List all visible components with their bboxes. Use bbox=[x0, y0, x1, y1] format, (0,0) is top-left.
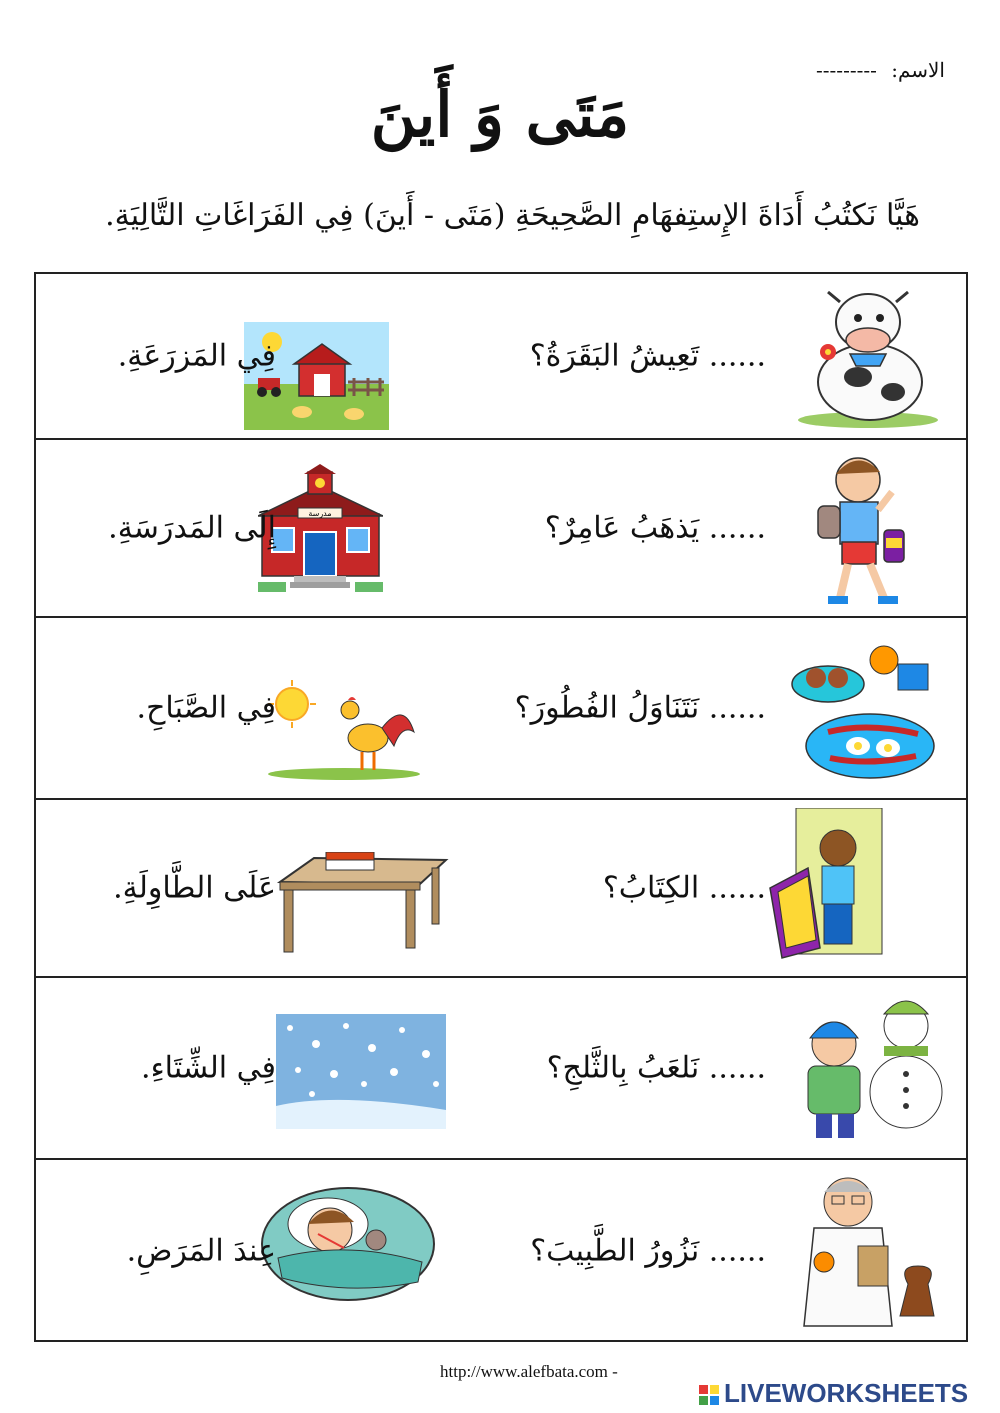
snowman-icon bbox=[788, 988, 948, 1148]
footer-separator: - bbox=[607, 1362, 618, 1381]
liveworksheets-logo-icon bbox=[698, 1384, 720, 1406]
boy-icon bbox=[788, 448, 948, 613]
question-text: ...... يَذهَبُ عَامِرٌ؟ bbox=[544, 510, 766, 546]
footer-link[interactable]: http://www.alefbata.com bbox=[440, 1362, 608, 1381]
answer-text: عَلَى الطَّاوِلَةِ. bbox=[113, 870, 276, 906]
doctor-icon bbox=[788, 1166, 948, 1331]
answer-text: إِلَى المَدرَسَةِ. bbox=[108, 510, 276, 546]
answer-text: عِندَ المَرَضِ. bbox=[126, 1233, 276, 1269]
answer-text: فِي المَزرَعَةِ. bbox=[117, 338, 276, 374]
exercise-row-5 bbox=[36, 978, 966, 1160]
school-icon bbox=[258, 464, 408, 594]
table-book-icon bbox=[274, 852, 424, 957]
question-text: ...... نَتَنَاوَلُ الفُطُورَ؟ bbox=[514, 690, 766, 726]
exercise-row-1 bbox=[36, 274, 966, 440]
name-label: الاسم: bbox=[891, 58, 945, 82]
answer-text: فِي الصَّبَاحِ. bbox=[136, 690, 276, 726]
exercise-row-4 bbox=[36, 800, 966, 978]
rooster-sun-icon bbox=[264, 680, 414, 780]
question-text: ...... نَلعَبُ بِالثَّلجِ؟ bbox=[546, 1050, 766, 1086]
question-text: ...... نَزُورُ الطَّبِيبَ؟ bbox=[530, 1233, 766, 1269]
name-blank: --------- bbox=[816, 58, 877, 82]
footer-url[interactable] bbox=[440, 1362, 720, 1382]
answer-text: فِي الشِّتَاءِ. bbox=[141, 1050, 276, 1086]
exercise-row-3 bbox=[36, 618, 966, 800]
school-sign: مدرسة bbox=[308, 509, 332, 518]
question-text: ...... تَعِيشُ البَقَرَةُ؟ bbox=[529, 338, 766, 374]
breakfast-icon bbox=[788, 642, 948, 782]
snow-icon bbox=[276, 1014, 426, 1129]
question-text: ...... الكِتَابُ؟ bbox=[602, 870, 766, 906]
liveworksheets-brand bbox=[698, 1378, 998, 1410]
exercise-table bbox=[34, 272, 968, 1342]
instructions: هَيَّا نَكتُبُ أَدَاةَ الإِستِفهَامِ الصَّحِيحَةِ (مَتَى - أَينَ) فِي الفَرَاغَاتِ التَّالِيَةِ. bbox=[105, 198, 920, 233]
exercise-row-2 bbox=[36, 440, 966, 618]
cow-icon bbox=[788, 282, 948, 432]
sick-child-icon bbox=[258, 1174, 408, 1304]
reading-child-icon bbox=[768, 808, 928, 963]
brand-name: LIVEWORKSHEETS bbox=[724, 1378, 969, 1408]
exercise-row-6 bbox=[36, 1160, 966, 1342]
page-title: مَتَى وَ أَينَ bbox=[370, 78, 630, 151]
